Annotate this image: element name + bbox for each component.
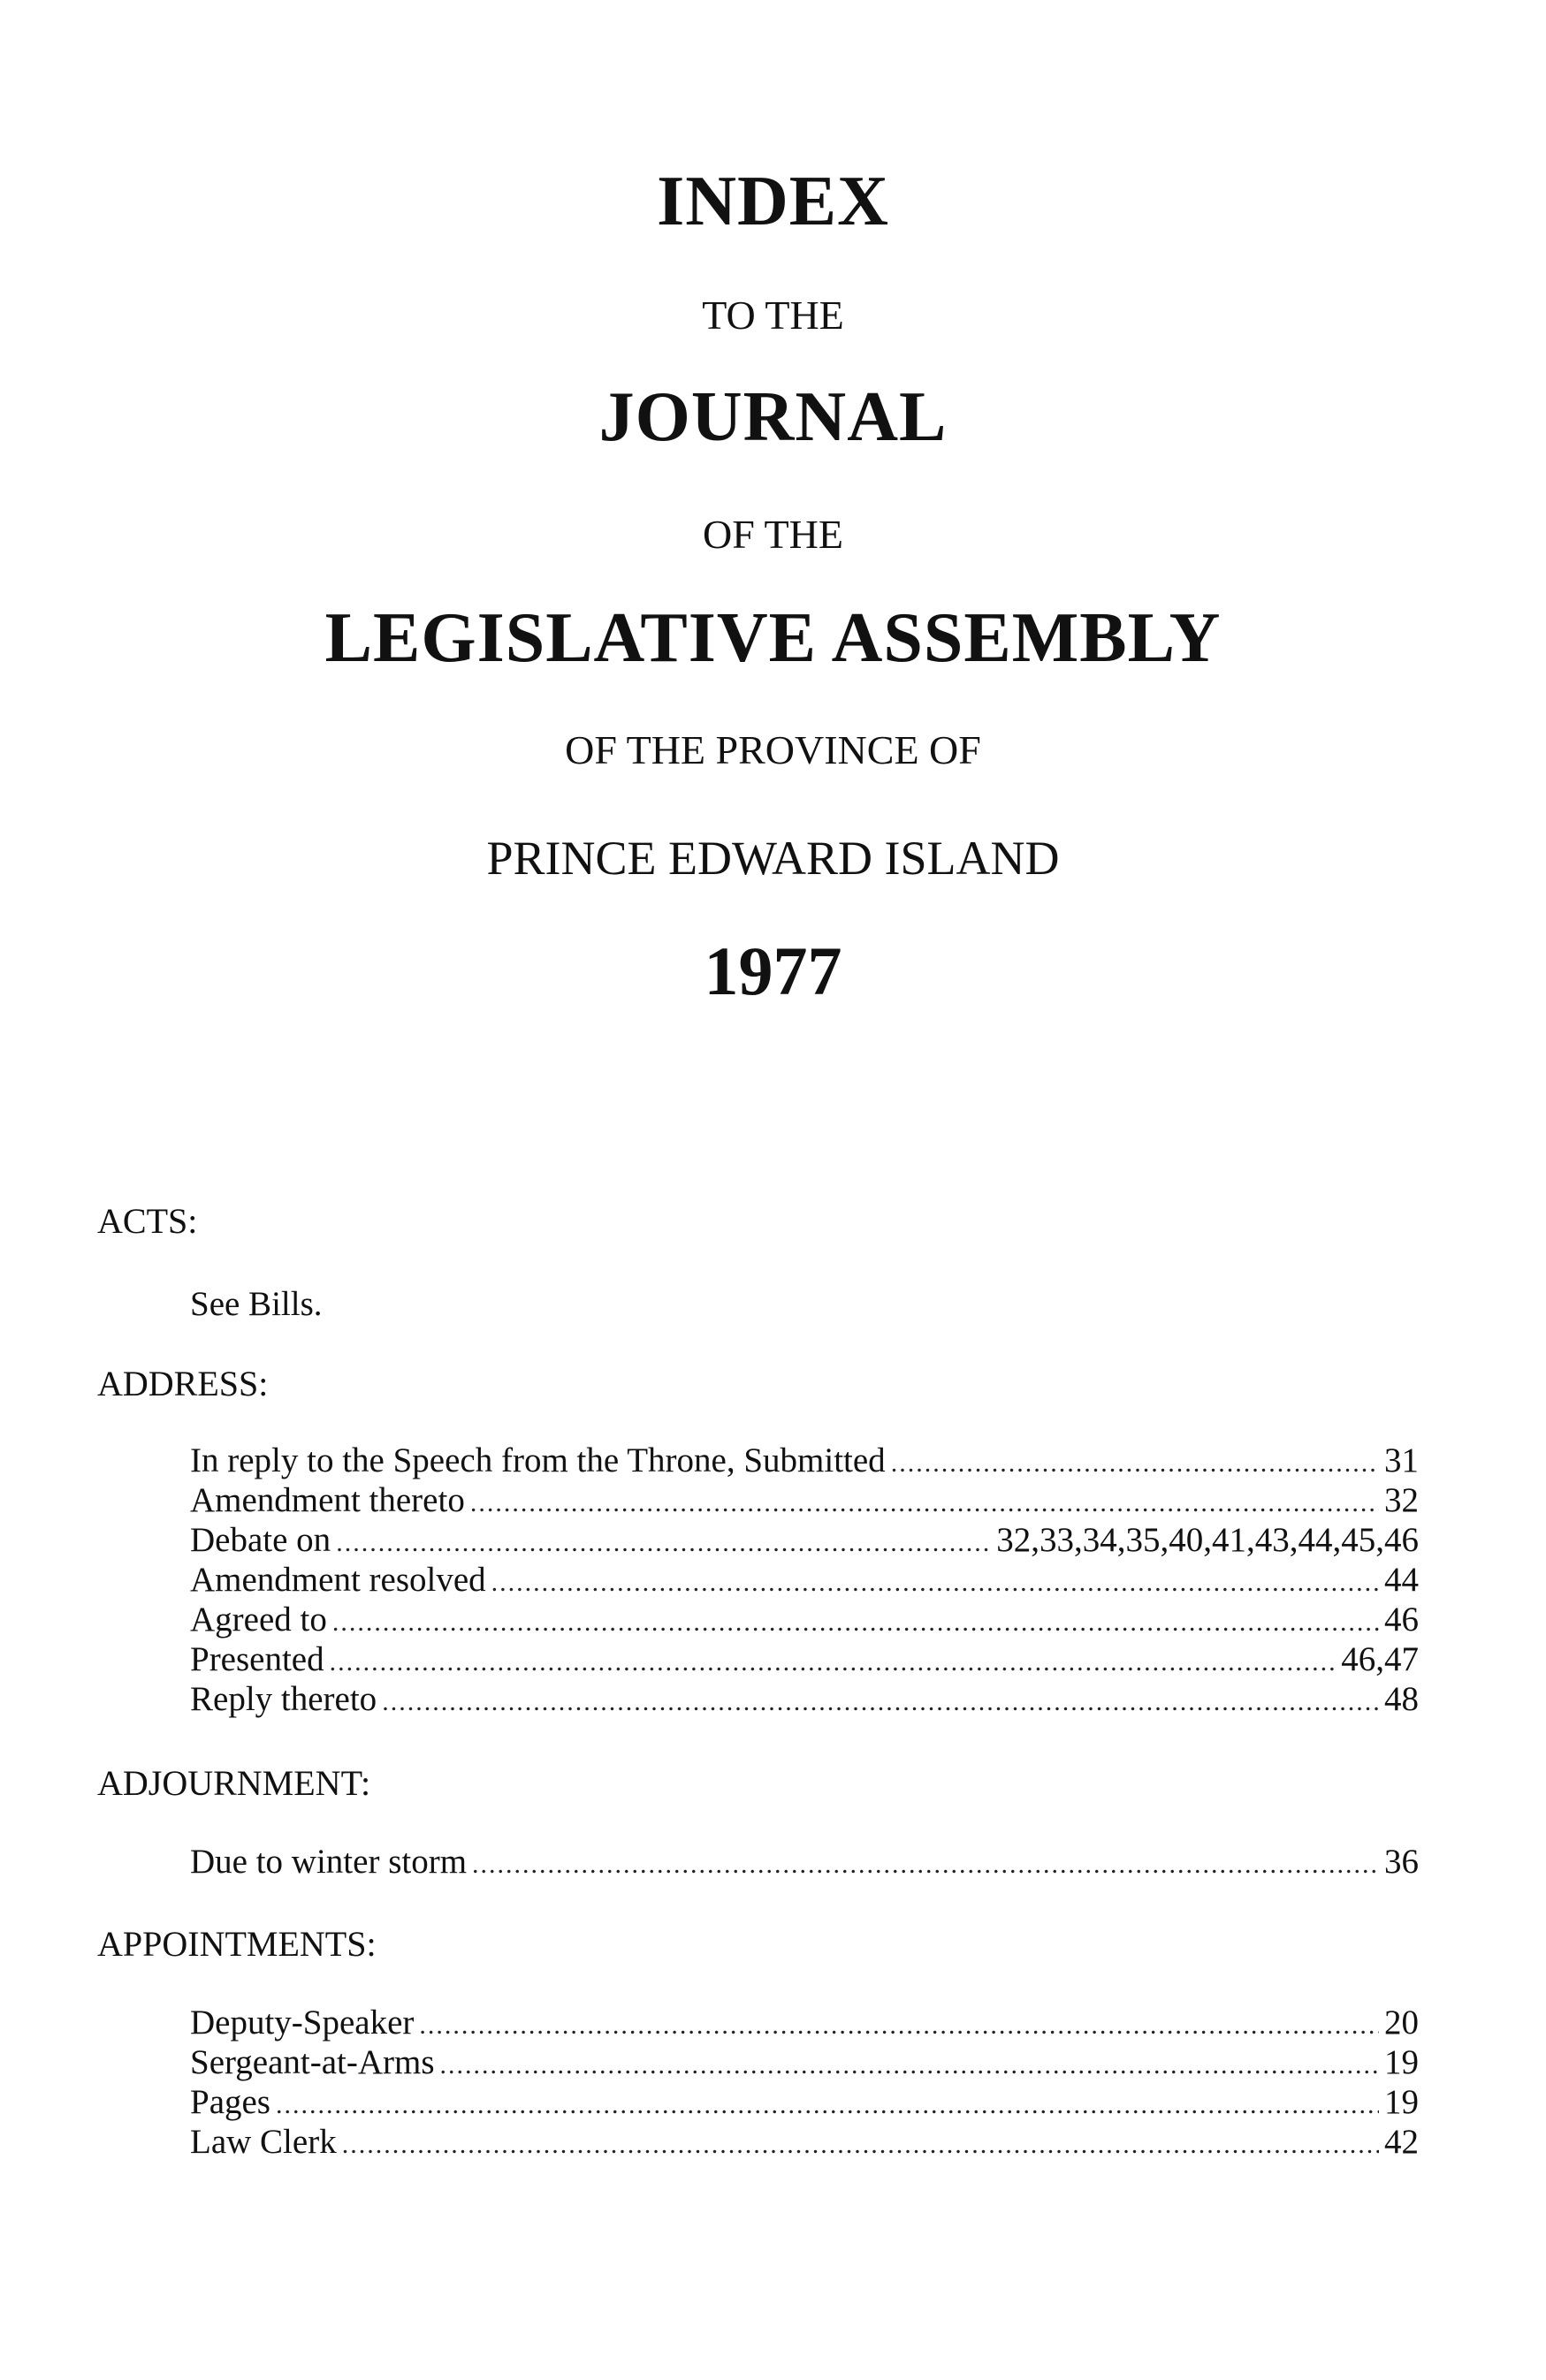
- section-heading-acts: ACTS:: [97, 1201, 198, 1241]
- title-of-the: OF THE: [703, 512, 843, 557]
- dot-leader: [440, 2045, 1379, 2085]
- index-entry: [190, 1639, 1419, 1679]
- entry-label: Amendment thereto: [190, 1481, 465, 1519]
- entry-pages: 32: [1384, 1481, 1419, 1519]
- section-heading-address: ADDRESS:: [97, 1364, 269, 1403]
- dot-leader: [891, 1443, 1379, 1483]
- index-entry: [190, 1441, 1419, 1480]
- title-to-the: TO THE: [702, 293, 844, 338]
- entry-pages: 44: [1384, 1561, 1419, 1599]
- entry-pages: 46,47: [1341, 1640, 1419, 1678]
- see-reference: See Bills.: [190, 1285, 323, 1323]
- dot-leader: [342, 2125, 1379, 2164]
- entry-label: Due to winter storm: [190, 1843, 468, 1881]
- index-entry: [190, 1480, 1419, 1520]
- title-legislative-assembly: LEGISLATIVE ASSEMBLY: [324, 599, 1222, 677]
- entry-pages: 46: [1384, 1601, 1419, 1639]
- index-entry: [190, 1842, 1419, 1882]
- index-entry: [190, 2003, 1419, 2042]
- appointments-entries: [190, 2003, 1419, 2162]
- dot-leader: [382, 1682, 1379, 1722]
- entry-label: Deputy-Speaker: [190, 2004, 415, 2042]
- entry-label: Presented: [190, 1640, 324, 1678]
- section-heading-adjournment: ADJOURNMENT:: [97, 1763, 371, 1803]
- entry-label: In reply to the Speech from the Throne, Submitted: [190, 1441, 886, 1479]
- title-of-the-province-of: OF THE PROVINCE OF: [565, 727, 981, 772]
- index-entry: [190, 1600, 1419, 1639]
- entry-label: Debate on: [190, 1521, 331, 1559]
- dot-leader: [472, 1844, 1379, 1884]
- dot-leader: [330, 1642, 1337, 1682]
- dot-leader: [276, 2085, 1379, 2125]
- entry-pages: 20: [1384, 2004, 1419, 2042]
- entry-pages: 19: [1384, 2043, 1419, 2081]
- index-entry: [190, 2122, 1419, 2162]
- entry-label: Agreed to: [190, 1601, 327, 1639]
- title-province: PRINCE EDWARD ISLAND: [486, 832, 1060, 885]
- entry-label: Amendment resolved: [190, 1561, 486, 1599]
- entry-pages: 19: [1384, 2083, 1419, 2121]
- entry-pages: 31: [1384, 1441, 1419, 1479]
- address-entries: [190, 1441, 1419, 1719]
- entry-label: Law Clerk: [190, 2123, 337, 2161]
- dot-leader: [491, 1563, 1379, 1602]
- entry-label: Reply thereto: [190, 1680, 377, 1718]
- dot-leader: [332, 1602, 1379, 1642]
- title-year: 1977: [704, 932, 842, 1009]
- index-entry: [190, 2082, 1419, 2122]
- entry-pages: 36: [1384, 1843, 1419, 1881]
- entry-label: Pages: [190, 2083, 270, 2121]
- dot-leader: [336, 1523, 991, 1563]
- index-entry: [190, 1560, 1419, 1600]
- entry-pages: 42: [1384, 2123, 1419, 2161]
- entry-pages: 48: [1384, 1680, 1419, 1718]
- dot-leader: [470, 1483, 1379, 1523]
- adjournment-entries: [190, 1842, 1419, 1882]
- dot-leader: [419, 2005, 1379, 2045]
- title-index: INDEX: [657, 163, 889, 240]
- index-entry: [190, 1520, 1419, 1560]
- index-entry: [190, 1679, 1419, 1719]
- entry-label: Sergeant-at-Arms: [190, 2043, 435, 2081]
- index-entry: [190, 2042, 1419, 2082]
- title-journal: JOURNAL: [598, 378, 948, 456]
- section-heading-appointments: APPOINTMENTS:: [97, 1924, 377, 1964]
- entry-pages: 32,33,34,35,40,41,43,44,45,46: [996, 1521, 1419, 1559]
